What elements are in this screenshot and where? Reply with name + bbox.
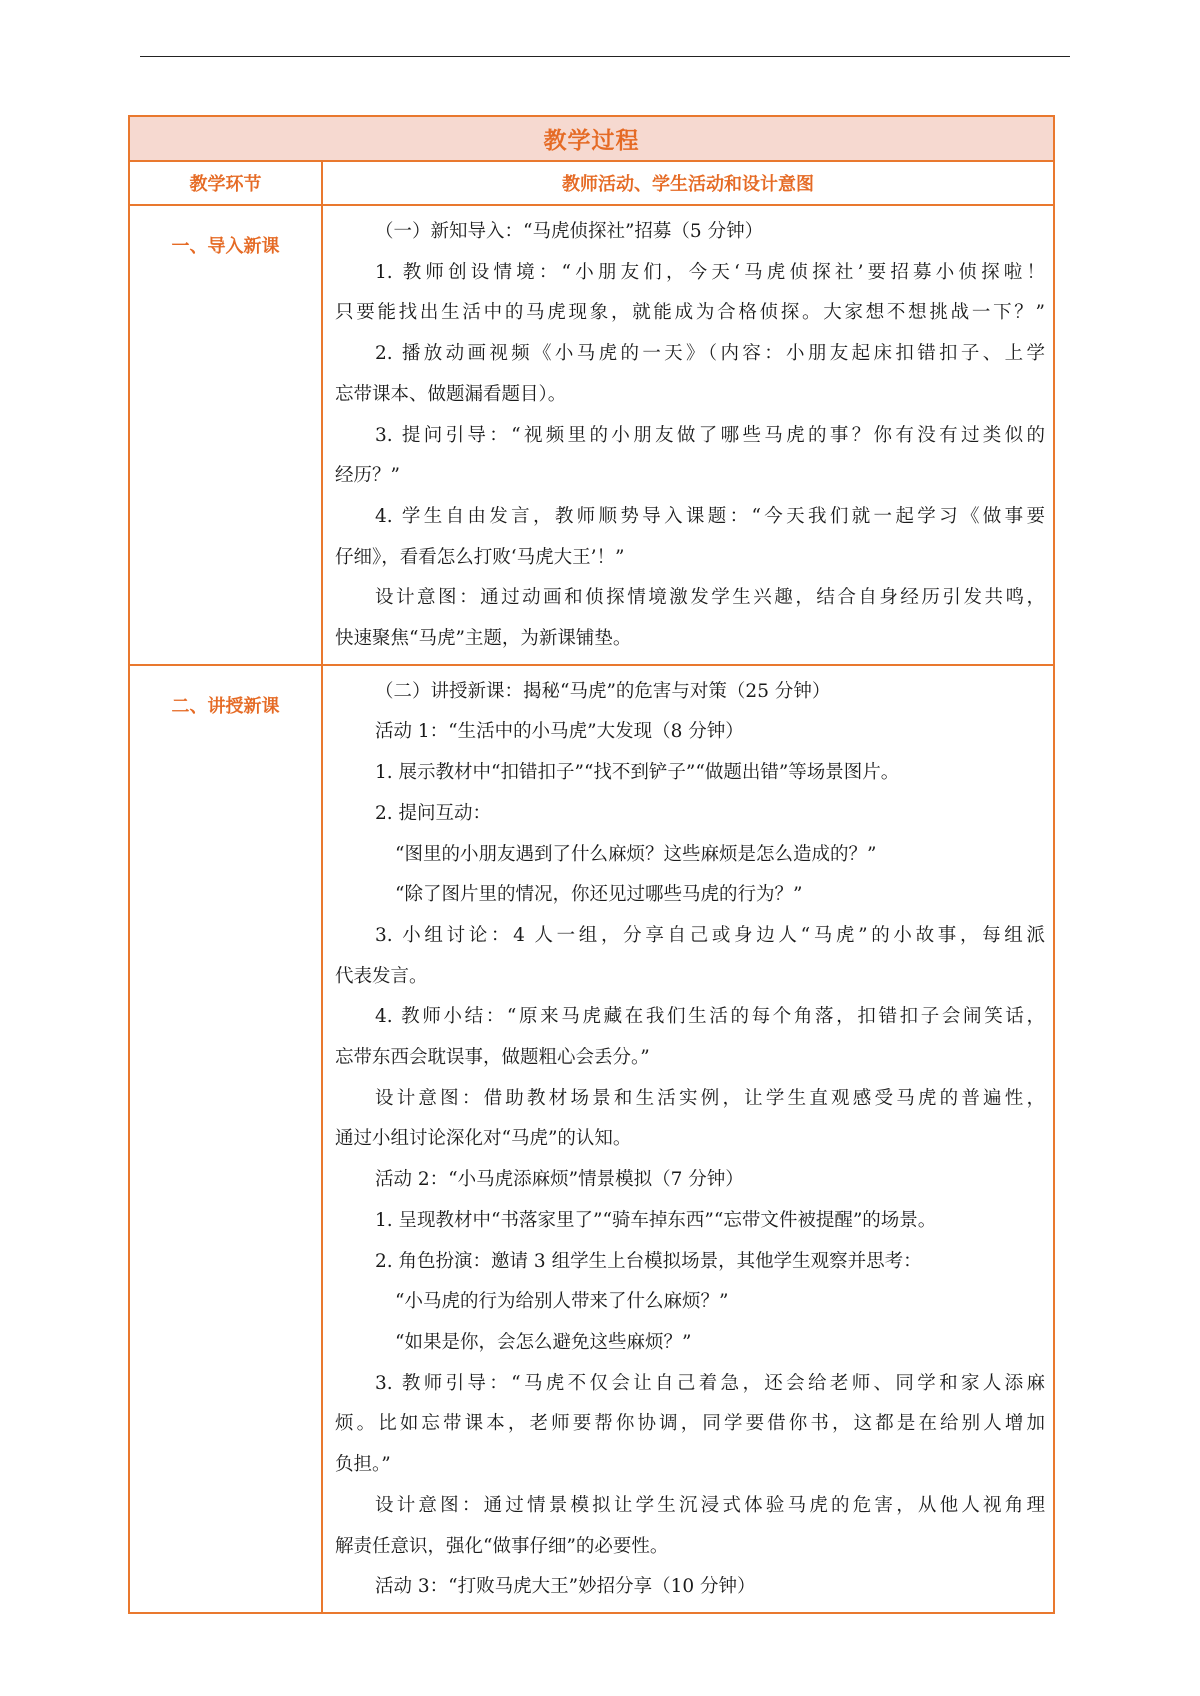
content-line: 3. 提问引导：“视频里的小朋友做了哪些马虎的事？你有没有过类似的 xyxy=(375,424,1045,446)
content-line: “小马虎的行为给别人带来了什么麻烦？” xyxy=(395,1291,729,1313)
section-row-lecture xyxy=(129,665,1054,1613)
column-header-stage: 教学环节 xyxy=(129,161,322,205)
content-line: 忘带东西会耽误事，做题粗心会丢分。” xyxy=(335,1047,650,1069)
content-line: 1. 呈现教材中“书落家里了”“骑车掉东西”“忘带文件被提醒”的场景。 xyxy=(375,1209,937,1231)
teaching-process-table xyxy=(128,115,1055,1614)
content-line: 设计意图：通过动画和侦探情境激发学生兴趣，结合自身经历引发共鸣， xyxy=(375,587,1045,609)
stage-label: 二、讲授新课 xyxy=(171,695,280,717)
content-line: 经历？” xyxy=(335,465,400,487)
content-line: 3. 小组讨论：4 人一组，分享自己或身边人“马虎”的小故事，每组派 xyxy=(375,924,1045,946)
content-line: 代表发言。 xyxy=(335,965,428,987)
content-cell xyxy=(322,205,1054,665)
content-line: 3. 教师引导：“马虎不仅会让自己着急，还会给老师、同学和家人添麻 xyxy=(375,1372,1045,1394)
content-line: 活动 2：“小马虎添麻烦”情景模拟（7 分钟） xyxy=(375,1169,744,1191)
section-row-intro xyxy=(129,205,1054,665)
column-header-content: 教师活动、学生活动和设计意图 xyxy=(322,161,1054,205)
content-line: “除了图片里的情况，你还见过哪些马虎的行为？” xyxy=(395,884,803,906)
content-line: 1. 教师创设情境：“小朋友们，今天‘马虎侦探社’要招募小侦探啦！ xyxy=(375,261,1045,283)
content-line: “图里的小朋友遇到了什么麻烦？这些麻烦是怎么造成的？” xyxy=(395,843,877,865)
content-line: 4. 学生自由发言，教师顺势导入课题：“今天我们就一起学习《做事要 xyxy=(375,505,1045,527)
content-line: 只要能找出生活中的马虎现象，就能成为合格侦探。大家想不想挑战一下？” xyxy=(335,302,1045,324)
content-line: 仔细》，看看怎么打败‘马虎大王’！” xyxy=(335,546,625,568)
content-line: （二）讲授新课：揭秘“马虎”的危害与对策（25 分钟） xyxy=(375,680,831,702)
content-line: 快速聚焦“马虎”主题，为新课铺垫。 xyxy=(335,628,632,650)
content-cell xyxy=(322,665,1054,1613)
content-line: 1. 展示教材中“扣错扣子”“找不到铲子”“做题出错”等场景图片。 xyxy=(375,762,900,784)
content-line: 4. 教师小结：“原来马虎藏在我们生活的每个角落，扣错扣子会闹笑话， xyxy=(375,1006,1045,1028)
content-line: 活动 1：“生活中的小马虎”大发现（8 分钟） xyxy=(375,721,744,743)
content-line: 解责任意识，强化“做事仔细”的必要性。 xyxy=(335,1535,669,1557)
content-line: 烦。比如忘带课本，老师要帮你协调，同学要借你书，这都是在给别人增加 xyxy=(335,1413,1045,1435)
content-line: 2. 播放动画视频《小马虎的一天》（内容：小朋友起床扣错扣子、上学 xyxy=(375,343,1045,365)
content-line: 设计意图：通过情景模拟让学生沉浸式体验马虎的危害，从他人视角理 xyxy=(375,1494,1045,1516)
content-line: 2. 提问互动： xyxy=(375,802,492,824)
content-line: 忘带课本、做题漏看题目）。 xyxy=(335,383,567,405)
stage-label: 一、导入新课 xyxy=(171,236,280,257)
stage-cell xyxy=(129,205,322,665)
content-line: 负担。” xyxy=(335,1454,391,1476)
content-line: 设计意图：借助教材场景和生活实例，让学生直观感受马虎的普遍性， xyxy=(375,1087,1045,1109)
content-line: 通过小组讨论深化对“马虎”的认知。 xyxy=(335,1128,632,1150)
content-line: 2. 角色扮演：邀请 3 组学生上台模拟场景，其他学生观察并思考： xyxy=(375,1250,922,1272)
header-rule xyxy=(140,56,1070,57)
table-title: 教学过程 xyxy=(129,116,1054,161)
content-line: “如果是你，会怎么避免这些麻烦？” xyxy=(395,1331,692,1353)
stage-cell xyxy=(129,665,322,1613)
content-line: （一）新知导入：“马虎侦探社”招募（5 分钟） xyxy=(375,221,764,242)
content-line: 活动 3：“打败马虎大王”妙招分享（10 分钟） xyxy=(375,1576,756,1598)
